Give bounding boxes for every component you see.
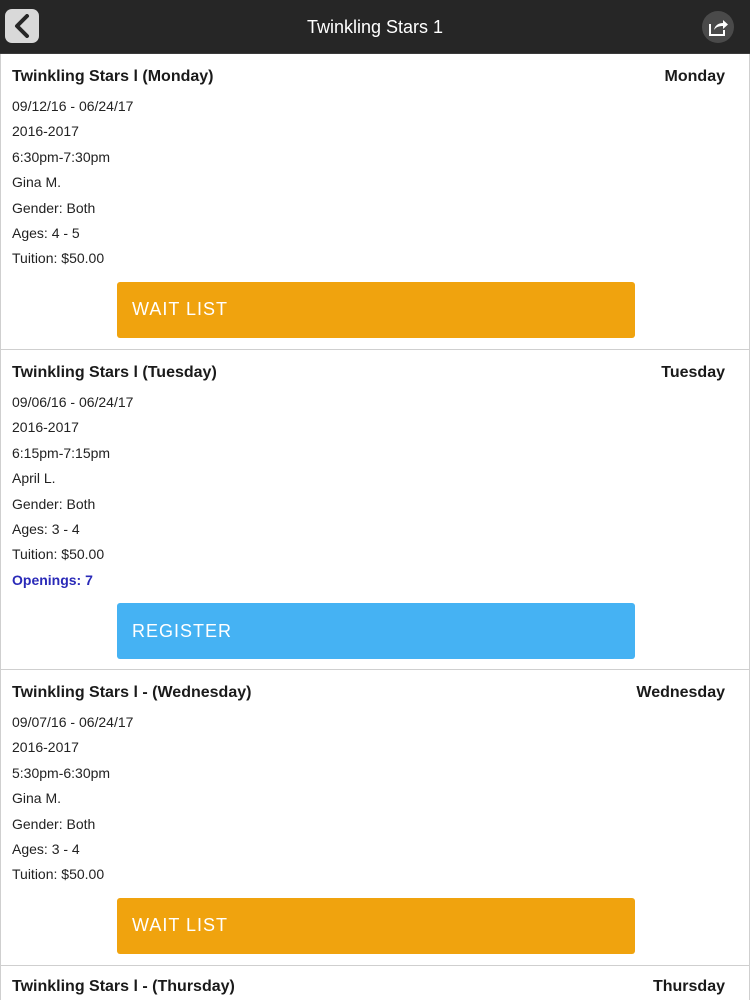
class-gender: Gender: Both — [12, 199, 96, 216]
class-title: Twinkling Stars l - (Thursday) — [12, 978, 235, 995]
class-ages: Ages: 3 - 4 — [12, 521, 80, 538]
class-dates: 09/06/16 - 06/24/17 — [12, 394, 134, 410]
class-day: Wednesday — [636, 684, 725, 701]
class-list — [0, 54, 750, 1000]
class-season: 2016-2017 — [12, 419, 79, 436]
class-time: 6:30pm-7:30pm — [12, 148, 111, 165]
page-title: Twinkling Stars 1 — [306, 17, 444, 37]
register-button[interactable]: REGISTER — [117, 603, 635, 659]
class-tuition: Tuition: $50.00 — [12, 546, 105, 563]
share-icon — [707, 17, 729, 37]
class-dates: 09/12/16 - 06/24/17 — [12, 98, 134, 114]
class-day: Tuesday — [661, 364, 725, 381]
class-tuition: Tuition: $50.00 — [12, 250, 105, 267]
class-title: Twinkling Stars l (Monday) — [12, 68, 214, 85]
class-card — [0, 54, 750, 350]
class-gender: Gender: Both — [12, 815, 96, 832]
wait-list-button[interactable]: WAIT LIST — [117, 898, 635, 954]
class-openings: Openings: 7 — [12, 571, 93, 588]
class-instructor: Gina M. — [12, 174, 62, 191]
class-ages: Ages: 4 - 5 — [12, 225, 80, 242]
class-day: Monday — [664, 68, 725, 85]
class-gender: Gender: Both — [12, 495, 96, 512]
class-card — [0, 350, 750, 670]
class-instructor: April L. — [12, 470, 56, 487]
class-title: Twinkling Stars l - (Wednesday) — [12, 684, 252, 701]
class-time: 5:30pm-6:30pm — [12, 764, 111, 781]
share-button[interactable] — [702, 11, 734, 43]
class-title: Twinkling Stars l (Tuesday) — [12, 364, 217, 381]
wait-list-button[interactable]: WAIT LIST — [117, 282, 635, 338]
class-season: 2016-2017 — [12, 739, 79, 756]
class-season: 2016-2017 — [12, 123, 79, 140]
class-card — [0, 966, 750, 1000]
class-card — [0, 670, 750, 966]
class-tuition: Tuition: $50.00 — [12, 866, 105, 883]
class-time: 6:15pm-7:15pm — [12, 444, 111, 461]
class-day: Thursday — [652, 978, 725, 995]
nav-bar — [0, 0, 750, 54]
class-instructor: Gina M. — [12, 790, 62, 807]
class-ages: Ages: 3 - 4 — [12, 841, 80, 858]
class-dates: 09/07/16 - 06/24/17 — [12, 714, 134, 730]
